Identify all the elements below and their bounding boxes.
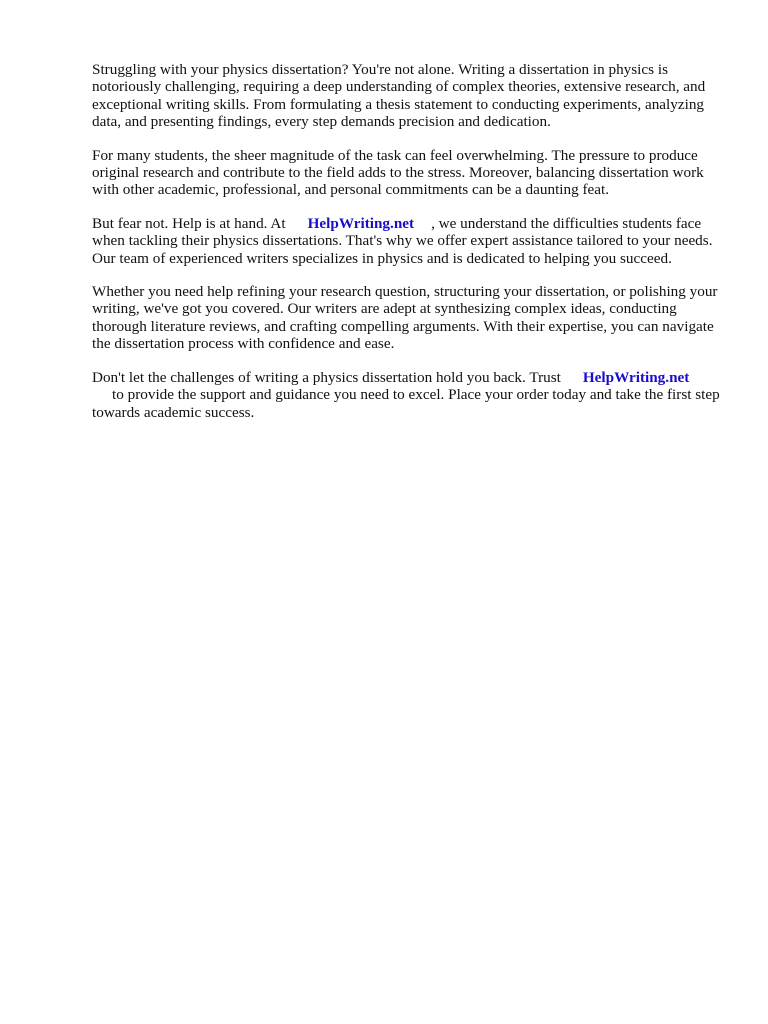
helpwriting-link-closing[interactable]: HelpWriting.net [582,368,690,386]
paragraph-help-after: , we understand the difficulties students face when tackling their physics dissertations. That's why we offer expert assistance tailored to your needs. Our team of experienced writers specializes in physics and is dedicated to helping you succeed. [92,214,713,267]
paragraph-services: Whether you need help refining your research question, structuring your dissertation, or polishing your writing, we've got you covered. Our writers are adept at synthesizing complex ideas, conducting thorough literature reviews, and crafting compelling arguments. With their expertise, you can navigate the dissertation process with confidence and ease. [92,283,718,353]
paragraph-closing [92,369,724,421]
paragraph-challenge: For many students, the sheer magnitude of the task can feel overwhelming. The pressure to produce original research and contribute to the field adds to the stress. Moreover, balancing dissertation work with other academic, professional, and personal commitments can be a daunting feat. [92,146,704,199]
paragraph-help [92,215,724,267]
paragraph-help-before: But fear not. Help is at hand. At [92,214,286,232]
paragraph-closing-after: to provide the support and guidance you need to excel. Place your order today and take the first step towards academic success. [92,386,720,421]
document-page [92,61,724,437]
helpwriting-link[interactable]: HelpWriting.net [307,214,415,232]
paragraph-intro: Struggling with your physics dissertation? You're not alone. Writing a dissertation in physics is notoriously challenging, requiring a deep understanding of complex theories, extensive research, and exceptional writing skills. From formulating a thesis statement to conducting experiments, analyzing data, and presenting findings, every step demands precision and dedication. [92,61,706,131]
paragraph-closing-before: Don't let the challenges of writing a physics dissertation hold you back. Trust [92,368,561,386]
